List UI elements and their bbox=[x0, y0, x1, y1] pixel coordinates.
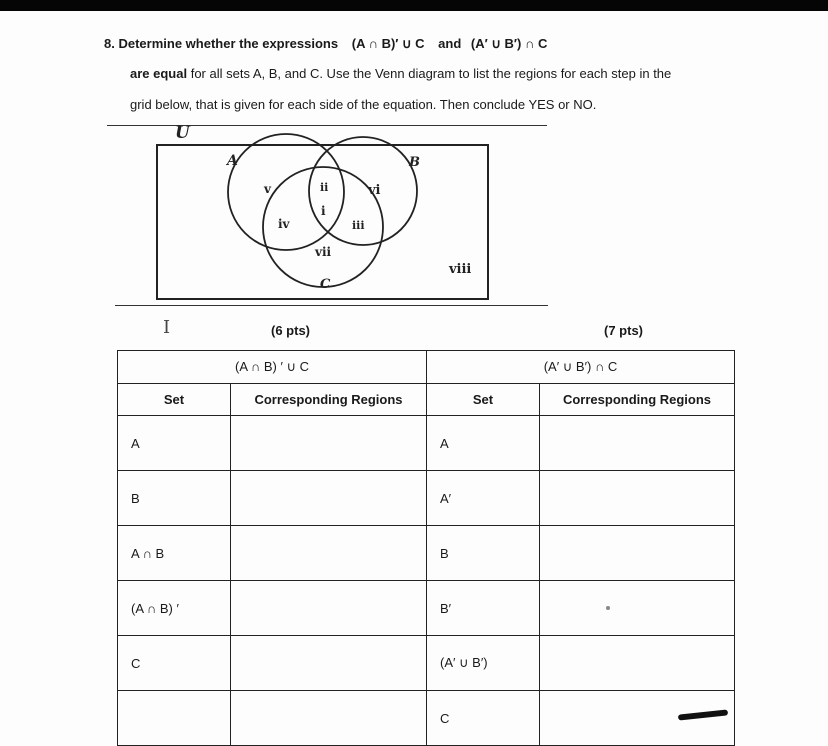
right-regions-header: Corresponding Regions bbox=[540, 384, 735, 416]
right-regions-answer-cell[interactable] bbox=[540, 636, 735, 691]
right-set-cell: C bbox=[427, 691, 540, 746]
text-cursor-icon: I bbox=[163, 317, 171, 338]
left-set-cell: A ∩ B bbox=[118, 526, 231, 581]
expression-2: (A′ ∪ B′) ∩ C bbox=[470, 36, 548, 51]
set-label-a: A bbox=[227, 153, 238, 169]
left-regions-answer-cell[interactable] bbox=[231, 691, 427, 746]
table-row bbox=[118, 416, 735, 471]
left-set-cell: C bbox=[118, 636, 231, 691]
universe-rectangle bbox=[157, 145, 488, 299]
speck-mark bbox=[606, 606, 610, 610]
question-line-2-text: for all sets A, B, and C. Use the Venn diagram to list the regions for each step in the bbox=[190, 66, 672, 81]
left-regions-answer-cell[interactable] bbox=[231, 471, 427, 526]
points-right: (7 pts) bbox=[604, 323, 643, 338]
venn-diagram bbox=[150, 125, 500, 305]
worksheet-grid bbox=[117, 350, 735, 746]
question-line-2 bbox=[130, 66, 671, 81]
left-set-cell: (A ∩ B) ′ bbox=[118, 581, 231, 636]
right-regions-answer-cell[interactable] bbox=[540, 471, 735, 526]
table-row bbox=[118, 471, 735, 526]
left-set-cell: A bbox=[118, 416, 231, 471]
left-set-header: Set bbox=[118, 384, 231, 416]
left-regions-answer-cell[interactable] bbox=[231, 636, 427, 691]
question-line-1 bbox=[104, 36, 547, 52]
right-set-cell: A bbox=[427, 416, 540, 471]
region-iv: iv bbox=[278, 217, 290, 231]
region-iii: iii bbox=[352, 219, 365, 232]
left-regions-header: Corresponding Regions bbox=[231, 384, 427, 416]
expression-1: (A ∩ B)′ ∪ C bbox=[351, 36, 425, 51]
table-row bbox=[118, 691, 735, 746]
left-expression-cell: (A ∩ B) ′ ∪ C bbox=[118, 351, 427, 384]
set-label-b: B bbox=[409, 155, 420, 170]
region-i: i bbox=[321, 204, 326, 218]
question-number: 8. bbox=[104, 36, 115, 51]
and-word: and bbox=[438, 36, 462, 51]
table-row bbox=[118, 636, 735, 691]
region-v: v bbox=[264, 182, 271, 196]
left-regions-answer-cell[interactable] bbox=[231, 581, 427, 636]
question-prefix: Determine whether the expressions bbox=[118, 36, 339, 51]
table-row bbox=[118, 581, 735, 636]
right-set-header: Set bbox=[427, 384, 540, 416]
universe-label: U bbox=[175, 125, 190, 143]
right-regions-answer-cell[interactable] bbox=[540, 691, 735, 746]
right-regions-answer-cell[interactable] bbox=[540, 526, 735, 581]
points-left: (6 pts) bbox=[271, 323, 310, 338]
left-set-cell: B bbox=[118, 471, 231, 526]
left-regions-answer-cell[interactable] bbox=[231, 416, 427, 471]
region-vi: vi bbox=[368, 183, 381, 198]
region-viii: viii bbox=[449, 262, 472, 277]
left-set-cell bbox=[118, 691, 231, 746]
divider-bottom bbox=[115, 305, 548, 306]
question-line-3: grid below, that is given for each side of the equation. Then conclude YES or NO. bbox=[130, 97, 597, 112]
right-set-cell: B′ bbox=[427, 581, 540, 636]
left-regions-answer-cell[interactable] bbox=[231, 526, 427, 581]
right-set-cell: A′ bbox=[427, 471, 540, 526]
right-expression-cell: (A′ ∪ B′) ∩ C bbox=[427, 351, 735, 384]
table-row bbox=[118, 526, 735, 581]
right-regions-answer-cell[interactable] bbox=[540, 416, 735, 471]
right-regions-answer-cell[interactable] bbox=[540, 581, 735, 636]
right-set-cell: (A′ ∪ B′) bbox=[427, 636, 540, 691]
right-set-cell: B bbox=[427, 526, 540, 581]
region-vii: vii bbox=[315, 245, 332, 259]
top-black-bar bbox=[0, 0, 828, 11]
set-label-c: C bbox=[320, 277, 331, 292]
region-ii: ii bbox=[320, 181, 329, 194]
are-equal-bold: are equal bbox=[130, 66, 188, 81]
